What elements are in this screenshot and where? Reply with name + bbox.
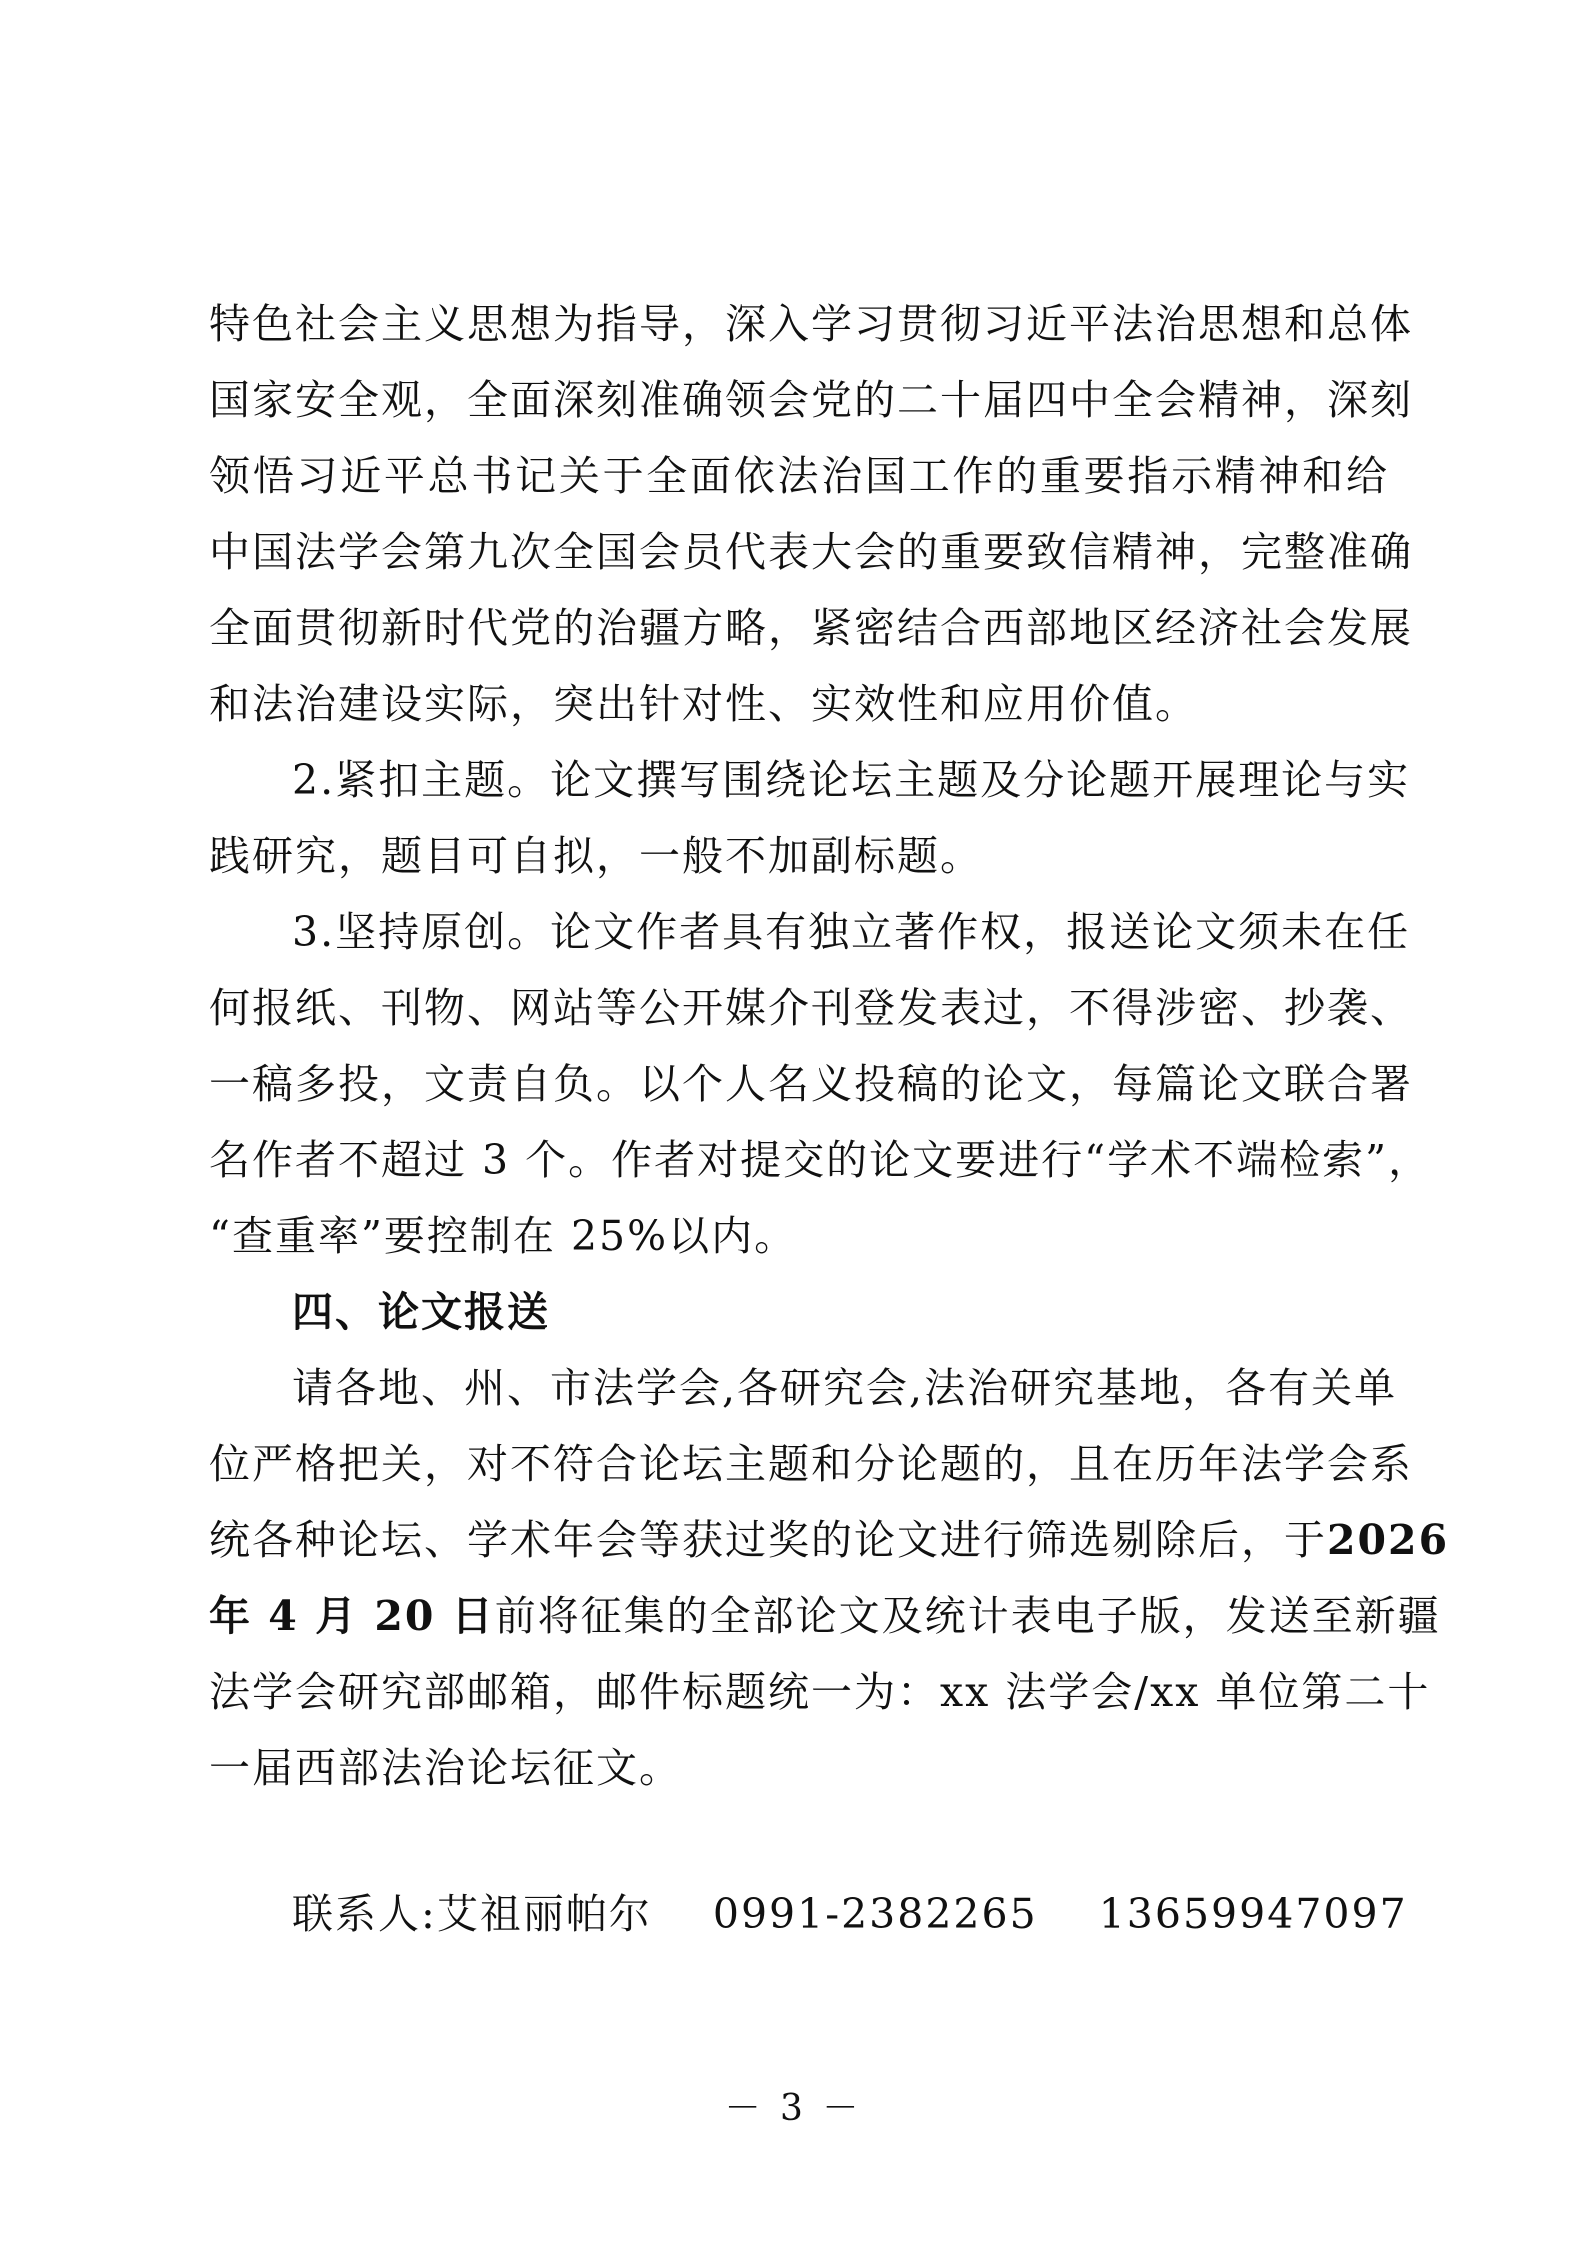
item3-line-4: 名作者不超过 3 个。作者对提交的论文要进行“学术不端检索”， [209, 1136, 1432, 1184]
intro-line-3: 领悟习近平总书记关于全面依法治国工作的重要指示精神和给 [209, 452, 1389, 500]
section4-line-4 [209, 1578, 1441, 1654]
contact-phone: 0991-2382265 [712, 1890, 1038, 1938]
section4-line-4-text: 前将征集的全部论文及统计表电子版，发送至新疆 [494, 1592, 1441, 1640]
item2-line-1: 2.紧扣主题。论文撰写围绕论坛主题及分论题开展理论与实 [292, 756, 1411, 804]
section4-line-1: 请各地、州、市法学会,各研究会,法治研究基地，各有关单 [292, 1364, 1398, 1412]
contact-line [292, 1876, 1454, 1952]
section4-line-3-text: 统各种论坛、学术年会等获过奖的论文进行筛选剔除后，于 [209, 1516, 1327, 1564]
item2-line-2: 践研究，题目可自拟，一般不加副标题。 [209, 832, 983, 880]
contact-mobile: 13659947097 [1098, 1890, 1408, 1938]
item3-line-1: 3.坚持原创。论文作者具有独立著作权，报送论文须未在任 [292, 908, 1411, 956]
intro-line-1: 特色社会主义思想为指导，深入学习贯彻习近平法治思想和总体 [209, 300, 1413, 348]
contact-label: 联系人:艾祖丽帕尔 [292, 1890, 652, 1938]
deadline-year: 2026 [1327, 1516, 1450, 1564]
page-number: － 3 － [724, 2088, 863, 2129]
section4-heading: 四、论文报送 [292, 1288, 550, 1336]
section4-line-6: 一届西部法治论坛征文。 [209, 1744, 682, 1792]
intro-line-6: 和法治建设实际，突出针对性、实效性和应用价值。 [209, 680, 1198, 728]
intro-line-2: 国家安全观，全面深刻准确领会党的二十届四中全会精神，深刻 [209, 376, 1413, 424]
intro-line-4: 中国法学会第九次全国会员代表大会的重要致信精神，完整准确 [209, 528, 1413, 576]
item3-line-3: 一稿多投，文责自负。以个人名义投稿的论文，每篇论文联合署 [209, 1060, 1413, 1108]
deadline-date: 年 4 月 20 日 [209, 1592, 495, 1640]
section4-line-5: 法学会研究部邮箱，邮件标题统一为：xx 法学会/xx 单位第二十 [209, 1668, 1431, 1716]
section4-line-3 [209, 1502, 1450, 1578]
item3-line-5: “查重率”要控制在 25%以内。 [209, 1212, 798, 1260]
intro-line-5: 全面贯彻新时代党的治疆方略，紧密结合西部地区经济社会发展 [209, 604, 1413, 652]
section4-line-2: 位严格把关，对不符合论坛主题和分论题的，且在历年法学会系 [209, 1440, 1413, 1488]
item3-line-2: 何报纸、刊物、网站等公开媒介刊登发表过，不得涉密、抄袭、 [209, 984, 1413, 1032]
